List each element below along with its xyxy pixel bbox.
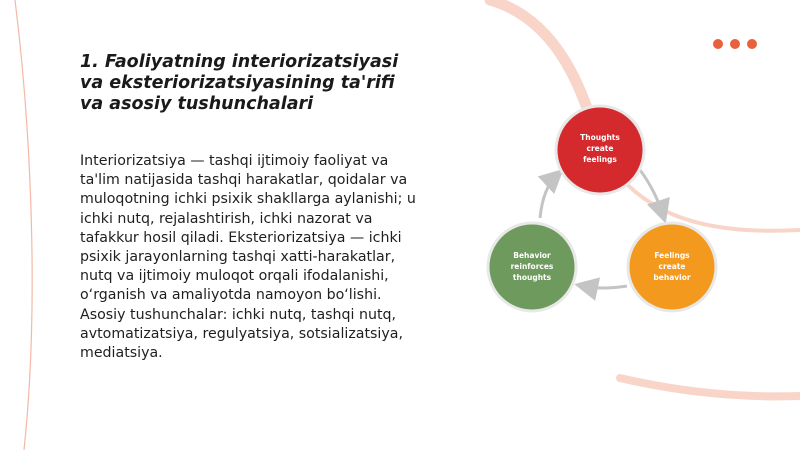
cycle-arrow-top-right (640, 170, 663, 215)
cycle-arrow-left-top (540, 175, 557, 218)
cycle-diagram (475, 100, 725, 320)
cycle-node-feelings-line1: Feelings (654, 251, 690, 260)
cycle-node-thoughts (556, 106, 644, 194)
slide-title: 1. Faoliyatning interiorizatsiyasi va eksteriorizatsiyasining ta'rifi va asosiy tushunchalari (80, 52, 399, 114)
cycle-node-feelings-line3: behavior (653, 273, 691, 282)
cycle-node-thoughts-line1: Thoughts (580, 133, 620, 142)
cycle-node-behavior-line3: thoughts (512, 273, 552, 282)
cycle-node-feelings-line2: create (658, 262, 686, 271)
cycle-node-behavior-line2: reinforces (510, 262, 554, 271)
cycle-node-thoughts-line3: feelings (583, 155, 617, 164)
cycle-node-feelings (628, 223, 716, 311)
slide-body-text: Interiorizatsiya — tashqi ijtimoiy faoliyat va ta'lim natijasida tashqi harakatlar, qoidalar va muloqotning ichki psixik shakllarga aylanishi; u ichki nutq, rejalashtirish, ichki nazorat va tafakkur hosil qiladi. Eksteriorizatsiya — ichki psixik jarayonlarning tashqi xatti-harakatlar, nutq va ijtimoiy muloqot orqali ifodalanishi, o‘rganish va amaliyotda namoyon bo‘lishi. Asosiy tushunchalar: ichki nutq, tashqi nutq, avtomatizatsiya, regulyatsiya, sotsializatsiya, mediatsiya. (80, 153, 416, 362)
cycle-node-behavior-line1: Behavior (513, 251, 551, 260)
cycle-arrow-right-left (583, 286, 627, 288)
cycle-node-behavior (488, 223, 576, 311)
menu-dots-icon (713, 39, 757, 49)
cycle-node-thoughts-line2: create (586, 144, 614, 153)
